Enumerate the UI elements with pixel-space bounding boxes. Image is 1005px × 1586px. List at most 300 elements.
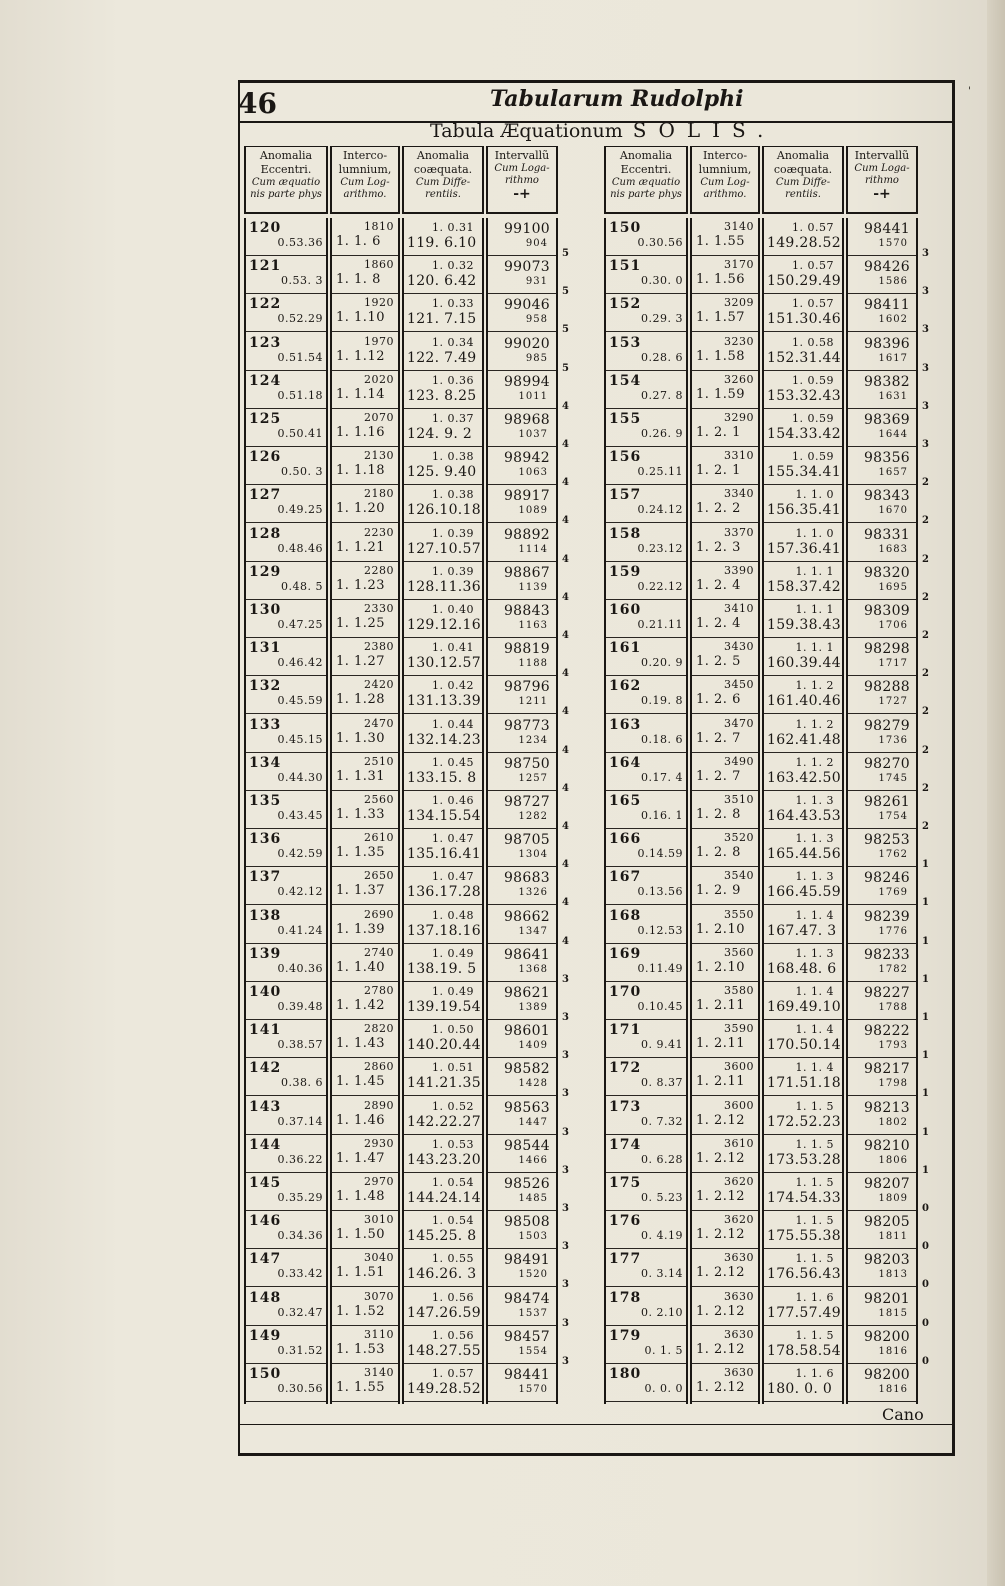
table-row xyxy=(848,1364,916,1402)
cell-bottom: 1. 2.11 xyxy=(696,998,745,1013)
cell-bottom: 1. 1.55 xyxy=(336,1380,385,1395)
header-sign: -+ xyxy=(873,186,891,202)
cell-bottom: 1815 xyxy=(878,1307,908,1319)
cell-top: 98309 xyxy=(863,603,910,619)
cell-bottom: 1. 1.25 xyxy=(336,616,385,631)
table-row xyxy=(606,1173,686,1211)
column-4 xyxy=(486,218,558,1404)
cell-bottom: 147.26.59 xyxy=(407,1304,481,1321)
cell-top: 98994 xyxy=(503,373,550,390)
table-row xyxy=(692,1058,758,1096)
cell-bottom: 0. 0. 0 xyxy=(644,1382,683,1395)
table-row xyxy=(246,753,326,791)
table-row xyxy=(488,1249,556,1287)
table-row xyxy=(606,447,686,485)
cell-top: 1. 1. 1 xyxy=(795,603,834,616)
difference-value: 3 xyxy=(562,973,569,985)
cell-bottom: 1. 2. 4 xyxy=(696,616,741,631)
cell-bottom: 1368 xyxy=(518,963,548,975)
table-row xyxy=(764,982,842,1020)
cell-top: 3290 xyxy=(724,411,754,424)
table-row xyxy=(692,256,758,294)
table-row xyxy=(404,218,482,256)
cell-top: 1. 1. 3 xyxy=(795,870,834,884)
cell-top: 131 xyxy=(249,640,282,657)
cell-top: 141 xyxy=(249,1022,282,1039)
cell-top: 1. 0.54 xyxy=(432,1176,474,1189)
header-line: lumnium, xyxy=(698,163,752,176)
cell-bottom: 0.48.46 xyxy=(277,541,323,555)
cell-top: 150 xyxy=(609,220,642,236)
table-row xyxy=(692,715,758,753)
difference-value: 4 xyxy=(562,515,569,527)
table-row xyxy=(246,256,326,294)
cell-top: 98662 xyxy=(503,908,550,925)
table-row xyxy=(606,371,686,409)
cell-top: 172 xyxy=(609,1060,642,1077)
table-row xyxy=(404,1364,482,1402)
cell-bottom: 1. 1.59 xyxy=(696,386,745,402)
table-row xyxy=(488,906,556,944)
table-row xyxy=(848,982,916,1020)
table-row xyxy=(764,1058,842,1096)
cell-bottom: 0.14.59 xyxy=(637,847,683,861)
table-row xyxy=(332,447,398,485)
cell-bottom: 0.25.11 xyxy=(637,465,683,479)
cell-bottom: 1. 1.42 xyxy=(336,998,385,1013)
cell-bottom: 139.19.54 xyxy=(407,999,481,1015)
table-row xyxy=(488,1173,556,1211)
cell-bottom: 1806 xyxy=(878,1154,908,1166)
cell-bottom: 958 xyxy=(525,314,548,326)
difference-value: 3 xyxy=(562,1050,569,1062)
difference-value: 0 xyxy=(922,1203,929,1214)
difference-value: 3 xyxy=(562,1012,569,1023)
cell-top: 143 xyxy=(249,1098,282,1115)
cell-top: 3510 xyxy=(724,793,754,806)
table-row xyxy=(488,676,556,714)
table-row xyxy=(404,485,482,523)
table-row xyxy=(848,333,916,371)
cell-top: 2510 xyxy=(364,754,394,768)
difference-value: 2 xyxy=(922,706,929,718)
cell-bottom: 0.50. 3 xyxy=(281,465,323,479)
difference-value: 1 xyxy=(922,859,929,871)
table-row xyxy=(488,524,556,562)
cell-bottom: 161.40.46 xyxy=(767,693,841,710)
cell-top: 2820 xyxy=(364,1022,394,1036)
table-row xyxy=(692,982,758,1020)
cell-bottom: 1. 1.37 xyxy=(336,883,385,899)
table-row xyxy=(332,600,398,638)
table-row xyxy=(404,600,482,638)
cell-bottom: 1727 xyxy=(878,696,908,708)
cell-bottom: 0.12.53 xyxy=(637,923,683,937)
difference-value: 3 xyxy=(922,248,929,259)
cell-bottom: 159.38.43 xyxy=(767,617,841,633)
cell-bottom: 123. 8.25 xyxy=(407,387,477,404)
cell-top: 98382 xyxy=(863,373,910,390)
table-row xyxy=(764,600,842,638)
column-header-1 xyxy=(244,146,328,214)
cell-top: 1. 1. 5 xyxy=(795,1252,834,1266)
table-row xyxy=(692,562,758,600)
table-row xyxy=(332,1288,398,1326)
cell-top: 98968 xyxy=(503,412,550,428)
cell-top: 3630 xyxy=(724,1251,754,1265)
table-row xyxy=(692,1135,758,1173)
difference-value: 3 xyxy=(562,1241,569,1253)
cell-top: 167 xyxy=(609,869,642,886)
cell-bottom: 1. 2. 4 xyxy=(696,577,741,593)
column-1 xyxy=(244,218,328,1404)
cell-bottom: 1. 1.40 xyxy=(336,959,385,975)
header-italic-line: Cum Diffe- xyxy=(415,177,471,188)
difference-value: 4 xyxy=(562,439,569,450)
cell-top: 2860 xyxy=(364,1060,394,1074)
cell-bottom: 931 xyxy=(525,276,548,288)
difference-value: 2 xyxy=(922,553,929,565)
cell-top: 98474 xyxy=(503,1290,550,1307)
header-line: Intervallũ xyxy=(494,149,550,162)
cell-top: 1. 0.59 xyxy=(792,373,834,387)
cell-bottom: 160.39.44 xyxy=(767,655,841,672)
cell-bottom: 1. 2.12 xyxy=(696,1303,745,1319)
cell-top: 98343 xyxy=(863,488,910,505)
table-row xyxy=(606,1249,686,1287)
difference-value: 3 xyxy=(562,1355,569,1367)
cell-top: 157 xyxy=(609,487,642,504)
difference-value: 1 xyxy=(922,1050,929,1062)
table-row xyxy=(332,676,398,714)
cell-bottom: 130.12.57 xyxy=(407,655,481,672)
cell-top: 155 xyxy=(609,411,642,427)
cell-top: 98544 xyxy=(503,1137,550,1154)
table-row xyxy=(332,715,398,753)
table-row xyxy=(692,1020,758,1058)
cell-bottom: 150.29.49 xyxy=(767,273,841,290)
table-row xyxy=(606,294,686,332)
cell-top: 121 xyxy=(249,258,282,275)
table-row xyxy=(246,600,326,638)
table-row xyxy=(488,829,556,867)
table-row xyxy=(764,371,842,409)
cell-bottom: 0.31.52 xyxy=(277,1343,323,1357)
difference-column xyxy=(920,218,934,1404)
running-head: Tabularum Rudolphi xyxy=(490,86,744,112)
cell-top: 3010 xyxy=(364,1213,394,1227)
table-row xyxy=(246,1135,326,1173)
table-row xyxy=(764,1249,842,1287)
cell-top: 122 xyxy=(249,296,282,313)
cell-top: 98200 xyxy=(863,1328,910,1345)
cell-bottom: 1754 xyxy=(878,811,908,822)
cell-bottom: 1736 xyxy=(878,734,908,746)
difference-value: 4 xyxy=(562,630,569,641)
cell-top: 2650 xyxy=(364,869,394,883)
cell-bottom: 1163 xyxy=(518,620,548,631)
cell-top: 98641 xyxy=(503,946,550,963)
cell-top: 1. 1. 3 xyxy=(795,794,834,807)
table-row xyxy=(764,1364,842,1402)
cell-bottom: 125. 9.40 xyxy=(407,464,477,481)
cell-bottom: 1813 xyxy=(878,1269,908,1281)
table-row xyxy=(332,1097,398,1135)
table-row xyxy=(692,447,758,485)
cell-top: 98270 xyxy=(863,755,910,772)
cell-bottom: 136.17.28 xyxy=(407,884,481,901)
cell-top: 3370 xyxy=(724,525,754,539)
table-row xyxy=(404,1249,482,1287)
table-row xyxy=(404,371,482,409)
cell-top: 1860 xyxy=(364,258,394,272)
cell-top: 98253 xyxy=(863,832,910,849)
table-row xyxy=(606,982,686,1020)
cell-bottom: 175.55.38 xyxy=(767,1228,841,1245)
difference-value: 0 xyxy=(922,1279,929,1291)
cell-bottom: 1. 1.35 xyxy=(336,845,385,861)
difference-value: 5 xyxy=(562,286,569,298)
cell-bottom: 0.18. 6 xyxy=(641,732,683,746)
cell-bottom: 171.51.18 xyxy=(767,1075,841,1092)
cell-top: 1. 0.57 xyxy=(792,297,834,311)
table-row xyxy=(692,829,758,867)
cell-top: 98441 xyxy=(503,1367,550,1383)
table-row xyxy=(692,867,758,905)
cell-top: 2930 xyxy=(364,1136,394,1150)
cell-top: 98201 xyxy=(863,1290,910,1307)
table-row xyxy=(848,371,916,409)
table-row xyxy=(246,1173,326,1211)
cell-top: 98396 xyxy=(863,335,910,352)
difference-value: 5 xyxy=(562,362,569,374)
cell-bottom: 127.10.57 xyxy=(407,540,481,557)
table-row xyxy=(246,562,326,600)
cell-top: 3540 xyxy=(724,869,754,883)
cell-bottom: 133.15. 8 xyxy=(407,769,477,786)
footer-rule xyxy=(240,1424,952,1425)
table-row xyxy=(692,906,758,944)
cell-bottom: 169.49.10 xyxy=(767,999,841,1015)
cell-bottom: 140.20.44 xyxy=(407,1037,481,1054)
table-row xyxy=(848,1097,916,1135)
stray-mark: ' xyxy=(968,86,971,97)
header-italic-line: rentiis. xyxy=(785,189,821,200)
cell-top: 98239 xyxy=(863,908,910,925)
table-row xyxy=(488,638,556,676)
cell-top: 3590 xyxy=(724,1022,754,1036)
cell-bottom: 1089 xyxy=(518,505,548,517)
cell-top: 98279 xyxy=(863,717,910,734)
cell-bottom: 1. 1.27 xyxy=(336,654,385,670)
cell-bottom: 1. 1.16 xyxy=(336,425,385,440)
cell-bottom: 0.37.14 xyxy=(277,1114,323,1128)
cell-bottom: 1. 1.51 xyxy=(336,1265,385,1281)
table-row xyxy=(692,485,758,523)
cell-top: 2280 xyxy=(364,563,394,577)
difference-value: 2 xyxy=(922,515,929,527)
cell-top: 3209 xyxy=(724,296,754,310)
cell-top: 1. 0.42 xyxy=(432,679,474,693)
cell-top: 1. 1. 4 xyxy=(795,908,834,922)
cell-top: 1. 1. 0 xyxy=(795,488,834,502)
cell-bottom: 165.44.56 xyxy=(767,846,841,863)
cell-bottom: 174.54.33 xyxy=(767,1190,841,1206)
table-row xyxy=(246,867,326,905)
table-row xyxy=(848,524,916,562)
table-row xyxy=(246,1364,326,1402)
cell-top: 1. 0.53 xyxy=(432,1137,474,1151)
cell-top: 158 xyxy=(609,525,642,542)
cell-bottom: 1537 xyxy=(518,1307,548,1319)
catchword: Cano xyxy=(882,1405,924,1424)
table-row xyxy=(404,829,482,867)
table-row xyxy=(606,753,686,791)
table-row xyxy=(488,333,556,371)
cell-top: 176 xyxy=(609,1213,642,1230)
column-3 xyxy=(402,218,484,1404)
table-row xyxy=(606,944,686,982)
cell-top: 129 xyxy=(249,563,282,580)
right-table xyxy=(604,146,934,1404)
cell-bottom: 155.34.41 xyxy=(767,464,841,481)
cell-top: 2690 xyxy=(364,907,394,921)
cell-top: 132 xyxy=(249,678,282,695)
cell-top: 98526 xyxy=(503,1176,550,1192)
table-row xyxy=(764,409,842,447)
cell-bottom: 0.35.29 xyxy=(277,1191,323,1204)
cell-bottom: 1798 xyxy=(878,1078,908,1090)
table-row xyxy=(606,791,686,829)
cell-bottom: 0.29. 3 xyxy=(641,312,683,326)
cell-top: 140 xyxy=(249,984,282,1000)
table-row xyxy=(848,944,916,982)
cell-top: 3390 xyxy=(724,563,754,577)
table-row xyxy=(404,1097,482,1135)
table-row xyxy=(246,982,326,1020)
table-row xyxy=(404,944,482,982)
cell-top: 98441 xyxy=(863,221,910,237)
table-row xyxy=(246,906,326,944)
cell-top: 3140 xyxy=(724,220,754,233)
difference-value: 3 xyxy=(922,324,929,336)
cell-bottom: 0.38. 6 xyxy=(281,1076,323,1090)
table-row xyxy=(764,829,842,867)
cell-bottom: 0.44.30 xyxy=(277,770,323,784)
cell-top: 170 xyxy=(609,984,642,1000)
cell-top: 171 xyxy=(609,1022,642,1039)
header-italic-line: Cum Diffe- xyxy=(775,177,831,188)
cell-top: 162 xyxy=(609,678,642,695)
cell-top: 98288 xyxy=(863,679,910,696)
table-row xyxy=(848,829,916,867)
table-row xyxy=(606,638,686,676)
table-row xyxy=(332,371,398,409)
cell-top: 2470 xyxy=(364,716,394,730)
cell-top: 98750 xyxy=(503,755,550,772)
cell-top: 1. 1. 5 xyxy=(795,1176,834,1189)
cell-bottom: 128.11.36 xyxy=(407,578,481,595)
table-row xyxy=(332,1249,398,1287)
cell-top: 168 xyxy=(609,907,642,924)
header-italic-line: Cum æquatio xyxy=(611,177,681,188)
table-row xyxy=(404,906,482,944)
table-row xyxy=(606,218,686,256)
cell-bottom: 157.36.41 xyxy=(767,540,841,557)
cell-bottom: 1188 xyxy=(518,658,548,670)
cell-bottom: 1717 xyxy=(878,658,908,670)
cell-bottom: 1554 xyxy=(518,1345,548,1357)
table-row xyxy=(692,294,758,332)
cell-bottom: 170.50.14 xyxy=(767,1037,841,1054)
table-row xyxy=(246,1097,326,1135)
cell-top: 98207 xyxy=(863,1176,910,1192)
table-row xyxy=(488,1326,556,1364)
cell-top: 1. 0.58 xyxy=(792,335,834,349)
difference-value: 4 xyxy=(562,400,569,412)
table-row xyxy=(404,1326,482,1364)
cell-bottom: 0. 7.32 xyxy=(641,1114,683,1128)
cell-bottom: 1. 1.48 xyxy=(336,1189,385,1204)
cell-top: 152 xyxy=(609,296,642,313)
cell-bottom: 148.27.55 xyxy=(407,1342,481,1359)
cell-top: 1. 0.52 xyxy=(432,1099,474,1113)
cell-bottom: 1782 xyxy=(878,963,908,975)
table-row xyxy=(606,1326,686,1364)
cell-top: 1. 1. 1 xyxy=(795,641,834,655)
cell-top: 2070 xyxy=(364,411,394,424)
cell-top: 3340 xyxy=(724,487,754,501)
table-row xyxy=(332,829,398,867)
cell-top: 1. 0.56 xyxy=(432,1290,474,1304)
cell-bottom: 0.30.56 xyxy=(637,236,683,249)
cell-bottom: 129.12.16 xyxy=(407,617,481,633)
cell-top: 98356 xyxy=(863,450,910,467)
cell-bottom: 1. 1.56 xyxy=(696,272,745,288)
cell-bottom: 1. 2. 7 xyxy=(696,730,741,746)
cell-top: 98917 xyxy=(503,488,550,505)
table-row xyxy=(246,371,326,409)
table-row xyxy=(332,1326,398,1364)
cell-bottom: 1114 xyxy=(518,543,548,555)
difference-value: 2 xyxy=(922,591,929,603)
cell-top: 138 xyxy=(249,907,282,924)
table-row xyxy=(764,715,842,753)
table-row xyxy=(606,485,686,523)
cell-top: 98508 xyxy=(503,1214,550,1231)
table-row xyxy=(692,791,758,829)
table-row xyxy=(848,562,916,600)
cell-top: 98210 xyxy=(863,1137,910,1154)
cell-top: 156 xyxy=(609,449,642,466)
difference-value: 3 xyxy=(562,1279,569,1291)
cell-top: 1. 0.40 xyxy=(432,603,474,616)
table-row xyxy=(848,256,916,294)
cell-bottom: 1586 xyxy=(878,276,908,288)
cell-top: 98621 xyxy=(503,985,550,1001)
table-row xyxy=(332,791,398,829)
table-row xyxy=(488,715,556,753)
cell-bottom: 1745 xyxy=(878,772,908,784)
table-title-word: SOLIS. xyxy=(632,118,776,142)
cell-top: 3600 xyxy=(724,1098,754,1112)
cell-top: 3450 xyxy=(724,678,754,692)
table-row xyxy=(848,600,916,638)
difference-value: 4 xyxy=(562,744,569,756)
cell-bottom: 1389 xyxy=(518,1002,548,1013)
column-2 xyxy=(330,218,400,1404)
cell-bottom: 1. 2. 1 xyxy=(696,463,741,479)
